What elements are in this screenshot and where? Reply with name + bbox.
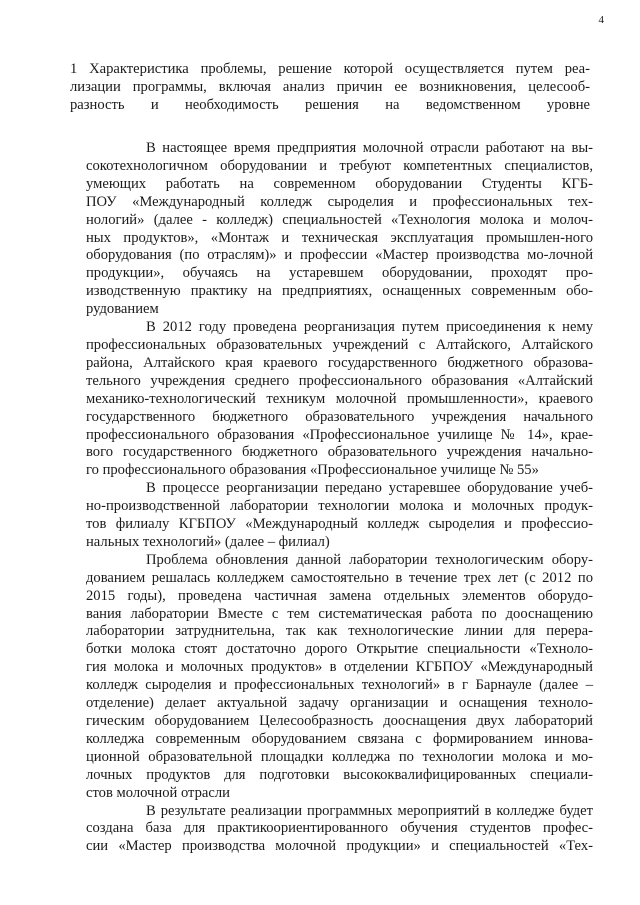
section-heading [70, 60, 590, 114]
text-line: гия молока и молочных продуктов» в отделении КГБПОУ «Международный [86, 659, 593, 676]
text-line: ных продуктов», «Монтаж и техническая эксплуатация промышлен-ного [86, 229, 593, 246]
text-line: сии «Мастер производства молочной продукции» и специальностей «Тех- [86, 838, 593, 855]
text-line: В процессе реорганизации передано устаревшее оборудование учеб- [146, 480, 593, 497]
text-line: рудованием [86, 301, 159, 318]
text-line: механико-технологический техникум молочной промышленности», краевого [86, 390, 593, 407]
heading-line: разность и необходимость решения на ведомственном уровне [70, 97, 590, 113]
text-line: 2015 годы), проведена частичная замена отдельных элементов оборудо- [86, 587, 593, 604]
text-line: нальных технологий» (далее – филиал) [86, 533, 330, 550]
paragraph-results [86, 803, 593, 857]
text-line: В настоящее время предприятия молочной отрасли работают на вы- [146, 140, 593, 156]
text-line: продукции», обучаясь на устаревшем оборудовании, проходят про- [86, 265, 593, 282]
text-line: вого государственного бюджетного образовательного учреждения начально- [86, 444, 593, 461]
heading-line: 1 Характеристика проблемы, решение которой осуществляется путем реа- [70, 61, 590, 77]
text-line: сокотехнологичном оборудовании и требуют компетентных специалистов, [86, 157, 593, 174]
text-line: тов филиалу КГБПОУ «Международный колледж сыроделия и профессио- [86, 516, 593, 533]
text-line: создана база для практикоориентированного обучения студентов профес- [86, 820, 593, 837]
text-line: изводственную практику на предприятиях, оснащенных современным обо- [86, 283, 593, 300]
text-line: го профессионального образования «Профессиональное училище № 55» [86, 462, 539, 479]
paragraph-reorganization [86, 319, 593, 480]
paragraph-lab-renewal [86, 552, 593, 803]
text-line: но-производственной лаборатории технологии молока и молочных продук- [86, 498, 593, 515]
text-line: В результате реализации программных мероприятий в колледже будет [146, 802, 593, 819]
text-line: В 2012 году проведена реорганизация путем присоединения к нему [146, 319, 593, 336]
paragraph-equipment-transfer [86, 480, 593, 552]
text-line: ботки молока стоят достаточно дорого Открытие специальности «Техноло- [86, 641, 593, 658]
text-line: умеющих работать на современном оборудовании Студенты КГБ- [86, 175, 593, 192]
text-line: профессиональных образовательных учреждений с Алтайского, Алтайского [86, 336, 593, 353]
text-line: оборудования (по отраслям)» и профессии «Мастер производства мо-лочной [86, 247, 593, 264]
text-line: Проблема обновления данной лаборатории технологическим обору- [146, 551, 593, 568]
heading-line: лизации программы, включая анализ причин ее возникновения, целесооб- [70, 79, 590, 95]
text-line: дованием решалась колледжем самостоятельно в течение трех лет (с 2012 по [86, 569, 593, 586]
text-line: профессионального образования «Профессиональное училище № 14», крае- [86, 426, 593, 443]
text-line: ПОУ «Международный колледж сыроделия и профессиональных тех- [86, 193, 593, 210]
text-line: вания лаборатории Вместе с тем систематическая работа по дооснащению [86, 605, 593, 622]
text-line: ционной образовательной площадки колледжа по технологии молока и мо- [86, 748, 593, 765]
text-line: государственного бюджетного образовательного учреждения начального [86, 408, 593, 425]
text-line: колледж сыроделия и профессиональных технологий» в г Барнауле (далее – [86, 677, 593, 694]
paragraph-current-state [86, 140, 593, 319]
text-line: лочных продуктов для подготовки высококвалифицированных специали- [86, 766, 593, 783]
text-line: отделение) делает актуальной задачу организации и оснащения техноло- [86, 695, 593, 712]
page-number: 4 [598, 14, 604, 26]
text-line: района, Алтайского края краевого государственного бюджетного образова- [86, 354, 593, 371]
body-text [86, 140, 593, 856]
text-line: гическим оборудованием Целесообразность дооснащения двух лабораторий [86, 713, 593, 729]
text-line: стов молочной отрасли [86, 784, 230, 801]
text-line: лаборатории затруднительна, так как технологические линии для перера- [86, 623, 593, 640]
text-line: колледжа современным оборудованием связана с формированием иннова- [86, 730, 593, 747]
text-line: тельного учреждения среднего профессионального образования «Алтайский [86, 372, 593, 389]
text-line: нологий» (далее - колледж) специальностей «Технология молока и молоч- [86, 211, 593, 228]
